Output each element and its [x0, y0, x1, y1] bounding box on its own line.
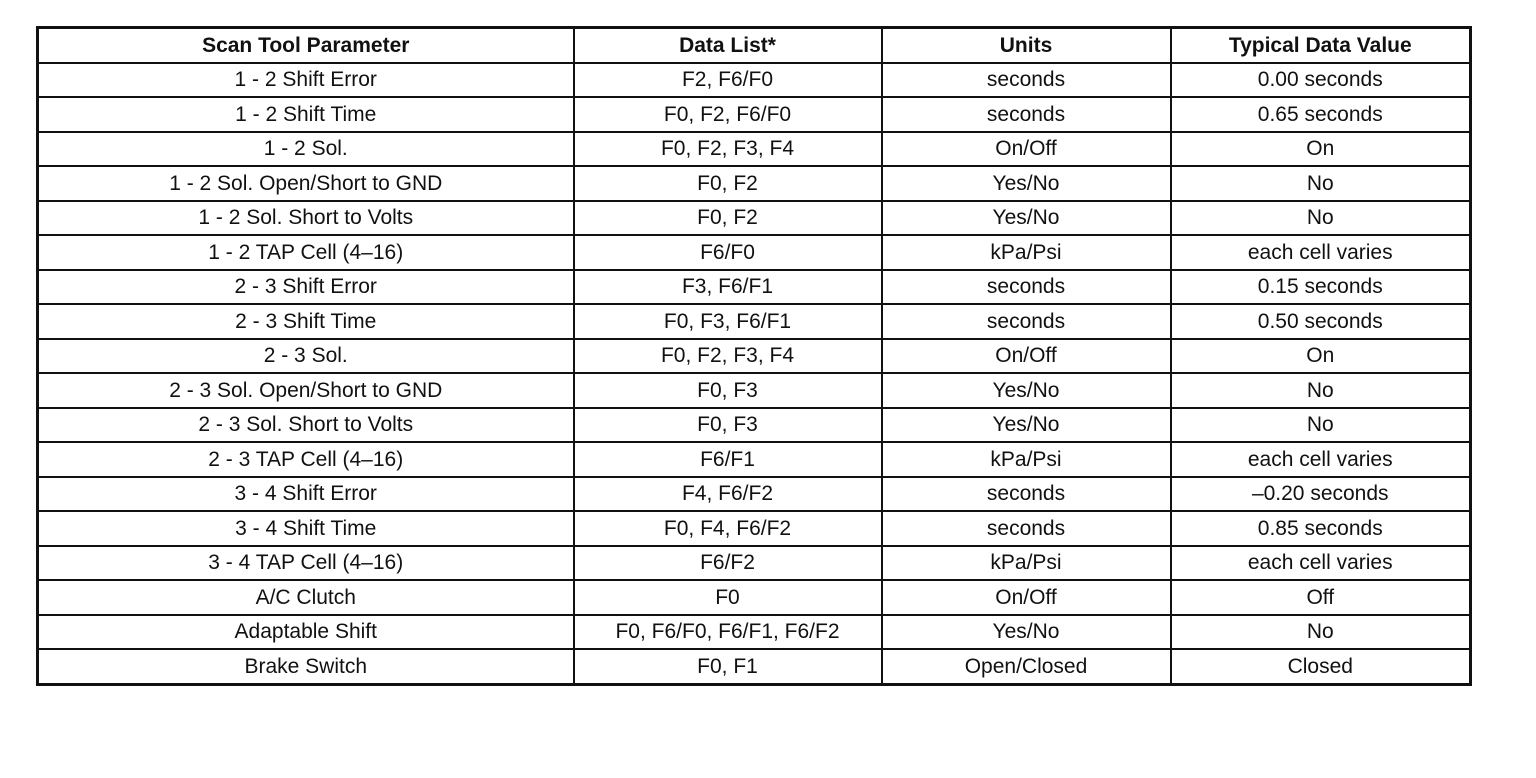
data-list-cell: F0, F2 [574, 201, 882, 236]
parameter-cell: 2 - 3 Sol. [38, 339, 574, 374]
typical-value-cell: 0.00 seconds [1171, 63, 1471, 98]
data-list-cell: F0, F1 [574, 649, 882, 684]
units-cell: seconds [882, 304, 1171, 339]
data-list-cell: F0, F3 [574, 408, 882, 443]
typical-value-cell: No [1171, 201, 1471, 236]
data-list-cell: F3, F6/F1 [574, 270, 882, 305]
data-list-cell: F2, F6/F0 [574, 63, 882, 98]
data-list-cell: F6/F2 [574, 546, 882, 581]
data-list-cell: F0, F2, F3, F4 [574, 132, 882, 167]
table-row [38, 511, 1471, 546]
parameter-cell: 1 - 2 Sol. Short to Volts [38, 201, 574, 236]
typical-value-cell: No [1171, 373, 1471, 408]
parameter-cell: 2 - 3 TAP Cell (4–16) [38, 442, 574, 477]
header-data-list: Data List* [574, 28, 882, 63]
table-row [38, 132, 1471, 167]
typical-value-cell: No [1171, 408, 1471, 443]
parameter-cell: 1 - 2 Shift Time [38, 97, 574, 132]
table-row [38, 580, 1471, 615]
parameter-cell: 1 - 2 Sol. [38, 132, 574, 167]
table-row [38, 97, 1471, 132]
data-list-cell: F0 [574, 580, 882, 615]
typical-value-cell: Closed [1171, 649, 1471, 684]
typical-value-cell: 0.15 seconds [1171, 270, 1471, 305]
table-row [38, 270, 1471, 305]
units-cell: seconds [882, 270, 1171, 305]
data-list-cell: F0, F3, F6/F1 [574, 304, 882, 339]
parameter-cell: A/C Clutch [38, 580, 574, 615]
parameter-cell: 1 - 2 Sol. Open/Short to GND [38, 166, 574, 201]
data-list-cell: F0, F3 [574, 373, 882, 408]
data-list-cell: F0, F2 [574, 166, 882, 201]
header-units: Units [882, 28, 1171, 63]
typical-value-cell: 0.85 seconds [1171, 511, 1471, 546]
typical-value-cell: On [1171, 132, 1471, 167]
table-body [38, 63, 1471, 685]
units-cell: Yes/No [882, 408, 1171, 443]
table-row [38, 477, 1471, 512]
units-cell: seconds [882, 477, 1171, 512]
typical-value-cell: each cell varies [1171, 442, 1471, 477]
table-row [38, 442, 1471, 477]
units-cell: On/Off [882, 339, 1171, 374]
table-row [38, 201, 1471, 236]
parameter-cell: Adaptable Shift [38, 615, 574, 650]
table-row [38, 373, 1471, 408]
units-cell: seconds [882, 511, 1171, 546]
table-row [38, 339, 1471, 374]
data-list-cell: F0, F6/F0, F6/F1, F6/F2 [574, 615, 882, 650]
scan-tool-data-table [36, 26, 1472, 686]
table-row [38, 408, 1471, 443]
parameter-cell: 2 - 3 Shift Error [38, 270, 574, 305]
typical-value-cell: each cell varies [1171, 235, 1471, 270]
units-cell: seconds [882, 97, 1171, 132]
table-row [38, 304, 1471, 339]
data-list-cell: F0, F4, F6/F2 [574, 511, 882, 546]
parameter-cell: 1 - 2 TAP Cell (4–16) [38, 235, 574, 270]
table-row [38, 235, 1471, 270]
data-list-cell: F6/F0 [574, 235, 882, 270]
parameter-cell: Brake Switch [38, 649, 574, 684]
parameter-cell: 3 - 4 Shift Error [38, 477, 574, 512]
units-cell: Yes/No [882, 615, 1171, 650]
units-cell: kPa/Psi [882, 546, 1171, 581]
header-row [38, 28, 1471, 63]
units-cell: On/Off [882, 132, 1171, 167]
typical-value-cell: On [1171, 339, 1471, 374]
units-cell: Yes/No [882, 166, 1171, 201]
units-cell: kPa/Psi [882, 442, 1171, 477]
units-cell: Yes/No [882, 201, 1171, 236]
typical-value-cell: No [1171, 166, 1471, 201]
data-list-cell: F4, F6/F2 [574, 477, 882, 512]
parameter-cell: 1 - 2 Shift Error [38, 63, 574, 98]
units-cell: Open/Closed [882, 649, 1171, 684]
table-row [38, 649, 1471, 684]
typical-value-cell: –0.20 seconds [1171, 477, 1471, 512]
parameter-cell: 3 - 4 Shift Time [38, 511, 574, 546]
table-row [38, 546, 1471, 581]
typical-value-cell: 0.50 seconds [1171, 304, 1471, 339]
units-cell: Yes/No [882, 373, 1171, 408]
typical-value-cell: Off [1171, 580, 1471, 615]
data-list-cell: F0, F2, F6/F0 [574, 97, 882, 132]
typical-value-cell: No [1171, 615, 1471, 650]
units-cell: kPa/Psi [882, 235, 1171, 270]
header-scan-tool-parameter: Scan Tool Parameter [38, 28, 574, 63]
table-row [38, 166, 1471, 201]
data-list-cell: F6/F1 [574, 442, 882, 477]
parameter-cell: 2 - 3 Sol. Short to Volts [38, 408, 574, 443]
parameter-cell: 2 - 3 Sol. Open/Short to GND [38, 373, 574, 408]
table-row [38, 615, 1471, 650]
parameter-cell: 3 - 4 TAP Cell (4–16) [38, 546, 574, 581]
table-row [38, 63, 1471, 98]
typical-value-cell: each cell varies [1171, 546, 1471, 581]
units-cell: seconds [882, 63, 1171, 98]
header-typical-data-value: Typical Data Value [1171, 28, 1471, 63]
parameter-cell: 2 - 3 Shift Time [38, 304, 574, 339]
typical-value-cell: 0.65 seconds [1171, 97, 1471, 132]
data-list-cell: F0, F2, F3, F4 [574, 339, 882, 374]
units-cell: On/Off [882, 580, 1171, 615]
